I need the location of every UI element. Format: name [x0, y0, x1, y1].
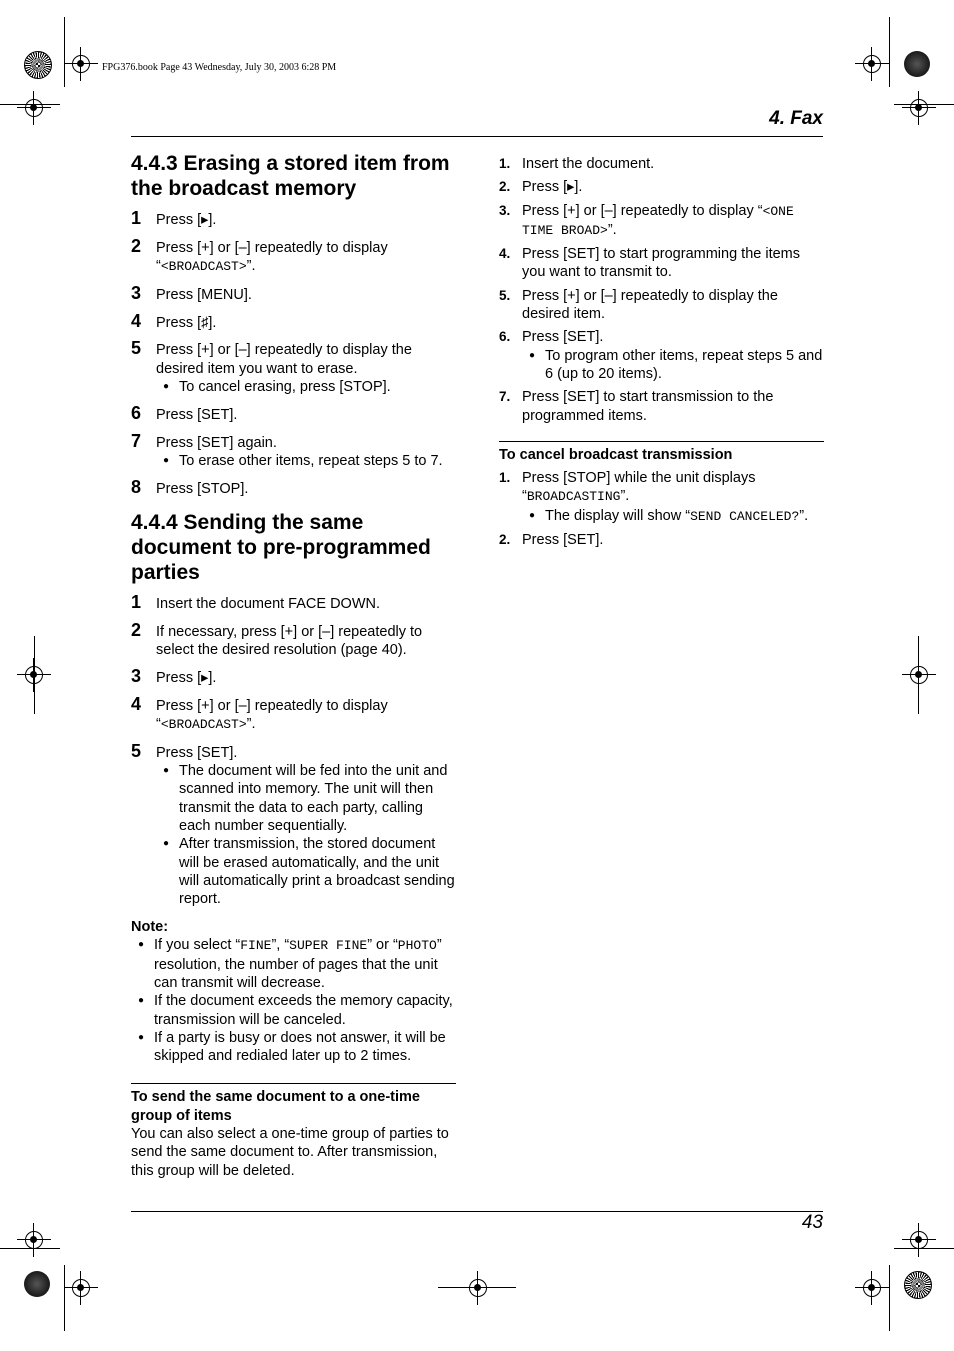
- crop-mark: [889, 1265, 890, 1331]
- list-item: 2. Press [SET].: [499, 532, 604, 549]
- list-item: 1. Insert the document.: [499, 156, 655, 172]
- list-item: 4 Press [♯].: [131, 310, 217, 331]
- list-item: 2 Press [+] or [–] repeatedly to display “<BROADCAST>”.: [131, 235, 388, 275]
- list-item: 6 Press [SET].: [131, 402, 238, 423]
- list-item: 3 Press [MENU].: [131, 282, 252, 303]
- list-item: ● The document will be fed into the unit and scanned into memory. The unit will then transmit the data to each party, calling each number sequentially.: [163, 763, 448, 835]
- page-number: 43: [801, 1212, 823, 1233]
- list-item: 5 Press [+] or [–] repeatedly to display the desired item you want to erase. ● To cancel erasing, press [STOP].: [131, 341, 456, 396]
- list-item: ● To cancel erasing, press [STOP].: [163, 379, 391, 396]
- list-item: 7. Press [SET] to start transmission to the programmed items.: [499, 389, 774, 424]
- send-steps: [131, 592, 456, 908]
- color-bar-star-icon: [904, 1271, 932, 1299]
- registration-mark-icon: [461, 1271, 495, 1305]
- section-rule: [499, 441, 824, 442]
- list-item: 1 Insert the document FACE DOWN.: [131, 592, 381, 613]
- one-time-steps: [499, 155, 824, 425]
- color-bar-dot-icon: [904, 51, 930, 77]
- bullet-icon: ●: [163, 454, 170, 466]
- print-line: FPG376.book Page 43 Wednesday, July 30, 2003 6:28 PM: [102, 62, 337, 73]
- bullet-icon: ●: [529, 349, 536, 361]
- registration-mark-icon: [902, 91, 936, 125]
- list-item: 3. Press [+] or [–] repeatedly to display “<ONE TIME BROAD>”.: [499, 202, 794, 238]
- note-heading: Note:: [131, 919, 169, 936]
- bullet-icon: ●: [138, 995, 145, 1007]
- bullet-icon: ●: [163, 381, 170, 393]
- color-bar-dot-icon: [24, 1271, 50, 1297]
- cancel-steps: [499, 469, 824, 549]
- lcd-text: BROADCASTING: [526, 489, 621, 505]
- bullet-icon: ●: [138, 939, 145, 951]
- bullet-icon: ●: [529, 509, 536, 521]
- list-item: 8 Press [STOP].: [131, 476, 249, 497]
- crop-mark: [64, 1265, 65, 1331]
- list-item: 1 Press [▸].: [131, 208, 217, 228]
- list-item: 4 Press [+] or [–] repeatedly to display “<BROADCAST>”.: [131, 693, 388, 733]
- list-item: 5. Press [+] or [–] repeatedly to display the desired item.: [499, 287, 778, 323]
- crop-mark: [918, 636, 919, 714]
- lcd-text: <BROADCAST>: [160, 717, 247, 733]
- crop-mark: [64, 17, 65, 87]
- crop-mark: [889, 17, 890, 87]
- left-column: [131, 151, 456, 1180]
- subsection-text: You can also select a one-time group of parties to send the same document to. After transmission, this group will be deleted.: [131, 1125, 449, 1179]
- list-item: 7 Press [SET] again. ● To erase other items, repeat steps 5 to 7.: [131, 434, 456, 471]
- list-item: 2. Press [▸].: [499, 179, 583, 196]
- list-item: ● To erase other items, repeat steps 5 to 7.: [163, 452, 443, 469]
- subsection-heading-cancel: To cancel broadcast transmission: [499, 446, 733, 463]
- color-bar-star-icon: [24, 51, 52, 79]
- crop-mark: [0, 104, 60, 105]
- erase-steps: [131, 208, 456, 498]
- crop-mark: [894, 1248, 954, 1249]
- subsection-heading-one-time: To send the same document to a one-time group of items: [131, 1089, 420, 1124]
- lcd-text: <BROADCAST>: [160, 259, 247, 275]
- footer-rule: [131, 1211, 823, 1212]
- list-item: 1. Press [STOP] while the unit displays “BROADCASTING”. ● The display will show “SEND CANCELED?”.: [499, 469, 824, 526]
- crop-mark: [894, 104, 954, 105]
- section-heading-sending: 4.4.4 Sending the same document to pre-programmed parties: [131, 511, 431, 585]
- section-rule: [131, 1083, 456, 1084]
- list-item: 2 If necessary, press [+] or [–] repeatedly to select the desired resolution (page 40).: [131, 619, 423, 659]
- registration-mark-icon: [64, 47, 98, 81]
- bullet-icon: ●: [163, 838, 170, 850]
- lcd-text: <ONE TIME BROAD>: [522, 203, 794, 238]
- list-item: 5 Press [SET]. ● The document will be fed into the unit and scanned into memory. The unit will then transmit the data to each party, calling each number sequentially. ● After transmission, the stored document will be erased automatically, and the unit will automatically print a broadcast sending report.: [131, 740, 455, 908]
- header-rule: [131, 136, 823, 137]
- lcd-text: SEND CANCELED?: [690, 508, 800, 524]
- note-list: [131, 936, 456, 1065]
- list-item: 3 Press [▸].: [131, 665, 217, 686]
- crop-mark: [438, 1287, 516, 1288]
- registration-mark-icon: [902, 658, 936, 692]
- crop-mark: [0, 1248, 60, 1249]
- right-column: [499, 155, 824, 554]
- list-item: 6. Press [SET]. ● To program other items, repeat steps 5 and 6 (up to 20 items).: [499, 329, 823, 382]
- list-item: ● After transmission, the stored document will be erased automatically, and the unit will automatically print a broadcast sending report.: [163, 836, 455, 908]
- list-item: ● If the document exceeds the memory capacity, transmission will be canceled.: [138, 993, 453, 1028]
- bullet-icon: ●: [138, 1031, 145, 1043]
- registration-mark-icon: [17, 91, 51, 125]
- registration-mark-icon: [64, 1271, 98, 1305]
- section-heading-erasing: 4.4.3 Erasing a stored item from the broadcast memory: [131, 152, 450, 200]
- list-item: ● If a party is busy or does not answer, it will be skipped and redialed later up to 2 times.: [138, 1029, 446, 1065]
- chapter-title: 4. Fax: [769, 108, 823, 129]
- list-item: ● If you select “FINE”, “SUPER FINE” or “PHOTO” resolution, the number of pages that the unit can transmit will decrease.: [138, 937, 442, 991]
- list-item: ● To program other items, repeat steps 5 and 6 (up to 20 items).: [529, 347, 823, 382]
- crop-mark: [34, 636, 35, 714]
- registration-mark-icon: [855, 1271, 889, 1305]
- list-item: 4. Press [SET] to start programming the items you want to transmit to.: [499, 246, 801, 281]
- bullet-icon: ●: [163, 765, 170, 777]
- registration-mark-icon: [902, 1223, 936, 1257]
- registration-mark-icon: [17, 1223, 51, 1257]
- list-item: ● The display will show “SEND CANCELED?”.: [529, 507, 809, 524]
- registration-mark-icon: [855, 47, 889, 81]
